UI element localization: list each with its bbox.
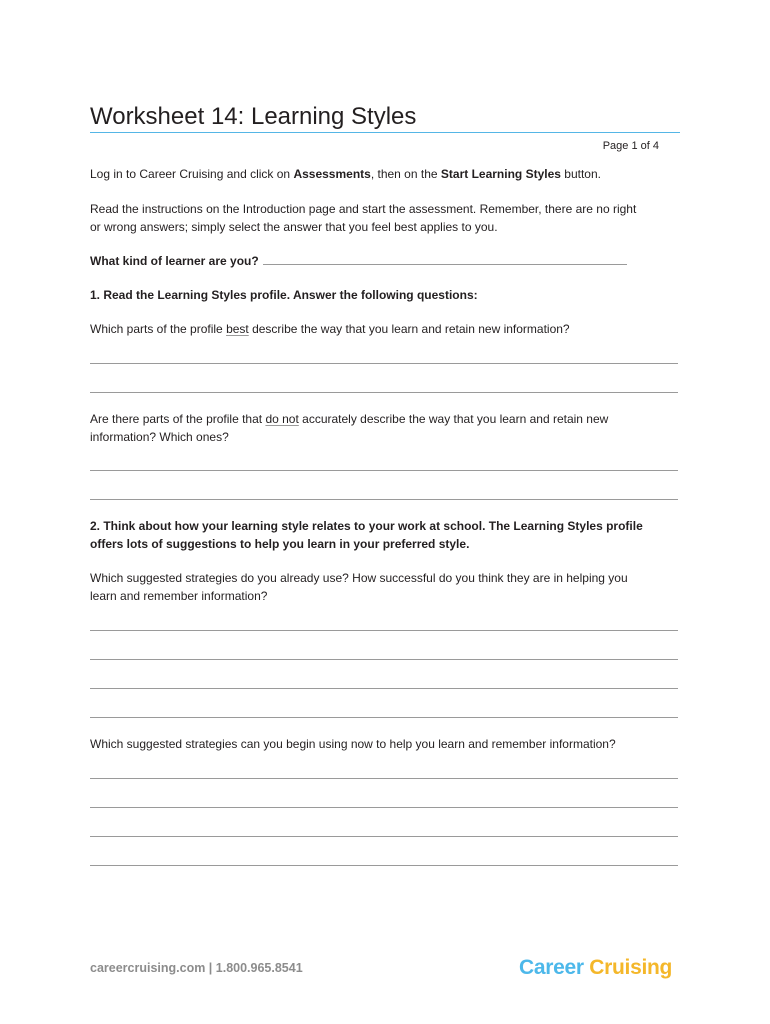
assessments-term: Assessments	[293, 167, 371, 181]
logo-word-cruising: Cruising	[589, 956, 673, 979]
answer-line[interactable]	[90, 499, 678, 500]
question-text: describe the way that you learn and retain new information?	[248, 322, 570, 336]
answer-line[interactable]	[90, 836, 678, 837]
question-best	[90, 321, 680, 339]
question-text: accurately describe the way that you learn and retain new	[298, 412, 609, 426]
start-learning-styles-term: Start Learning Styles	[440, 167, 561, 181]
answer-line[interactable]	[90, 659, 678, 660]
question-do-not	[90, 411, 680, 446]
career-cruising-logo	[519, 955, 672, 981]
question-already-use	[90, 570, 680, 605]
logo-word-career: Career	[519, 956, 584, 979]
page-title: Worksheet 14: Learning Styles	[90, 103, 417, 130]
emphasis-do-not: do not	[265, 412, 299, 426]
question-text: Which suggested strategies do you already use? How successful do you think they are in helping you	[90, 571, 628, 585]
answer-line[interactable]	[90, 688, 678, 689]
section-2-heading-line: offers lots of suggestions to help you learn in your preferred style.	[90, 536, 470, 551]
answer-line[interactable]	[90, 363, 678, 364]
question-text: information? Which ones?	[90, 429, 229, 444]
section-2-heading	[90, 518, 680, 553]
question-text: Are there parts of the profile that	[90, 412, 266, 426]
page-number: Page 1 of 4	[602, 140, 659, 152]
answer-line[interactable]	[90, 470, 678, 471]
intro-line: or wrong answers; simply select the answer that you feel best applies to you.	[90, 219, 498, 234]
intro-text: , then on the	[370, 167, 441, 181]
question-text: learn and remember information?	[90, 588, 268, 603]
question-text: Which parts of the profile	[90, 322, 227, 336]
learner-question-label: What kind of learner are you?	[90, 254, 259, 268]
title-divider	[90, 132, 680, 133]
answer-line[interactable]	[90, 630, 678, 631]
section-2-heading-line: 2. Think about how your learning style relates to your work at school. The Learning Styles profile	[90, 519, 643, 533]
question-begin-using: Which suggested strategies can you begin using now to help you learn and remember information?	[90, 737, 616, 751]
intro-paragraph-2	[90, 201, 680, 236]
learner-question	[90, 252, 680, 271]
answer-line[interactable]	[90, 717, 678, 718]
answer-line[interactable]	[90, 778, 678, 779]
answer-line[interactable]	[90, 392, 678, 393]
section-1-heading: 1. Read the Learning Styles profile. Answer the following questions:	[90, 288, 478, 302]
intro-text: Log in to Career Cruising and click on	[90, 167, 294, 181]
footer-contact: careercruising.com | 1.800.965.8541	[90, 961, 303, 975]
emphasis-best: best	[226, 322, 249, 336]
intro-paragraph-1	[90, 166, 680, 184]
intro-text: button.	[560, 167, 601, 181]
answer-line[interactable]	[90, 865, 678, 866]
answer-line[interactable]	[90, 807, 678, 808]
intro-line: Read the instructions on the Introduction page and start the assessment. Remember, there are no right	[90, 202, 637, 216]
learner-answer-blank[interactable]	[263, 252, 627, 265]
